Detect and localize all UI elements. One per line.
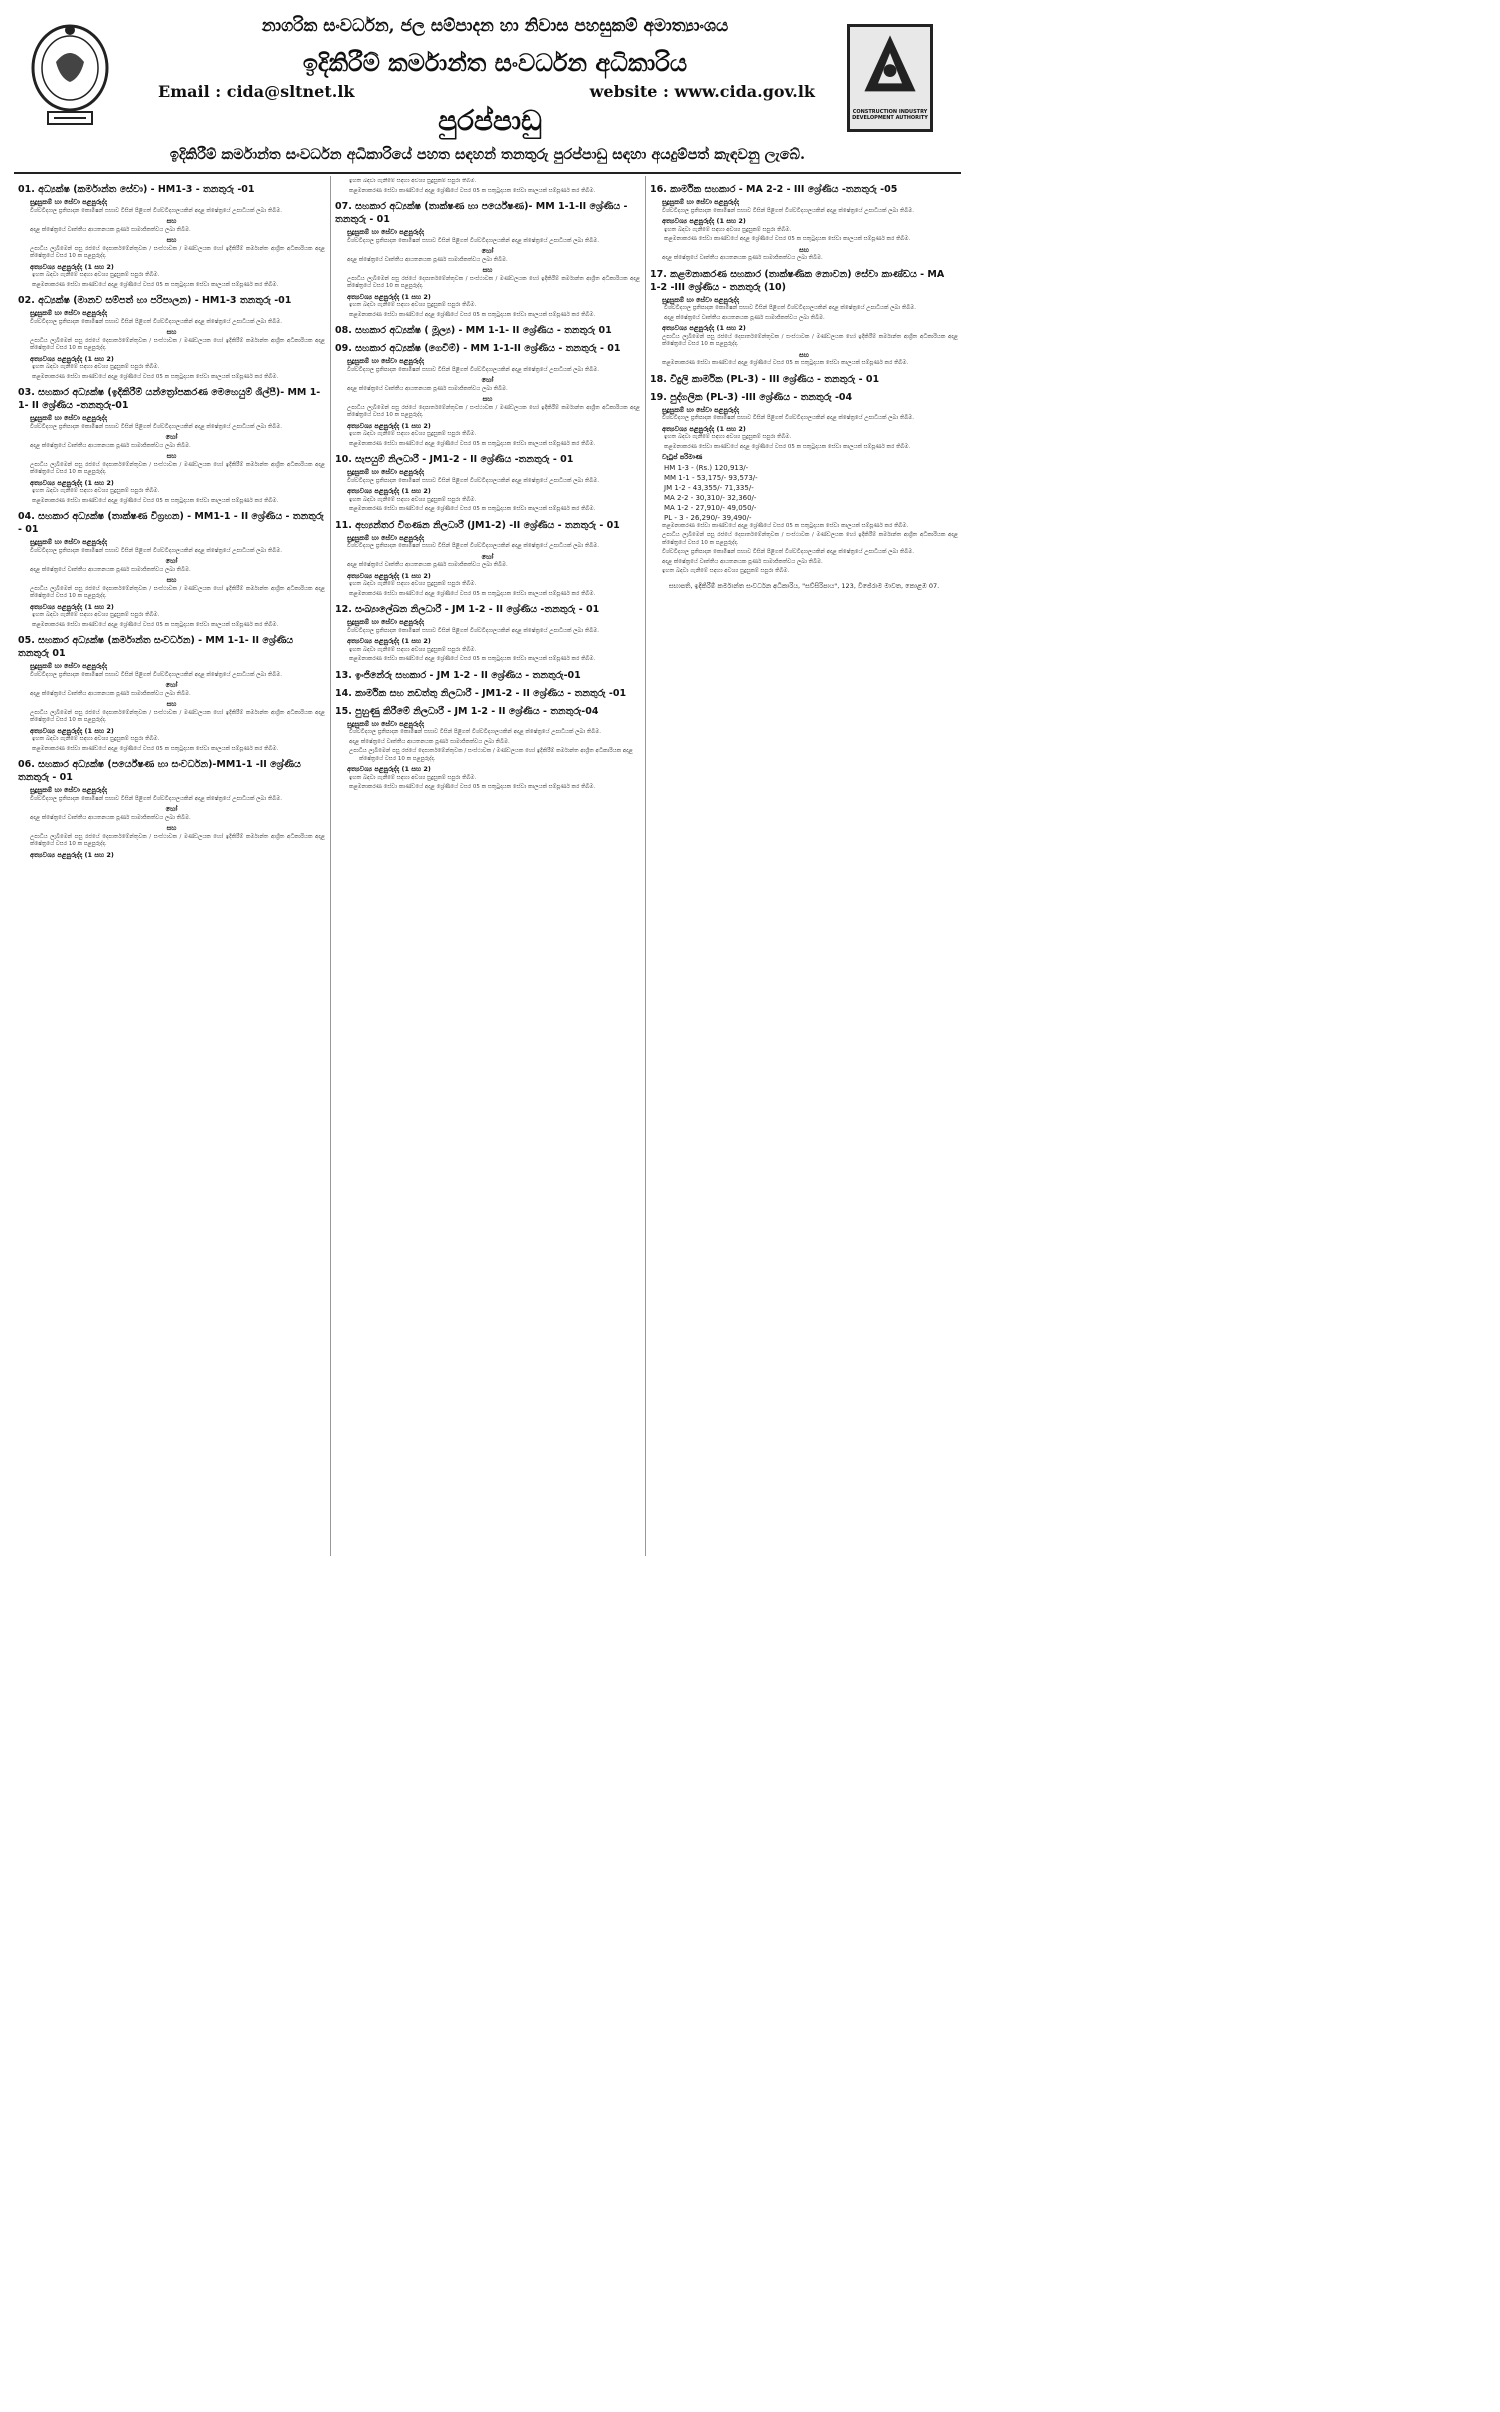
- qualification-label: සුදුසුකම් හා සේවා පළපුරුද්ද: [30, 309, 108, 317]
- list-item: විශ්වවිද්‍යාල ප්‍රතිපාදන කොමිෂන් සභාව විසින් පිළිගත් විශ්වවිද්‍යාලයකින් අදාළ ක්ෂේත්‍රයේ උපාධියක් ලබා තිබීම.: [349, 729, 602, 735]
- and-label: සහ: [799, 350, 809, 359]
- intro-text: ඉදිකිරීම් කර්මාන්ත සංවර්ධන අධිකාරියේ පහත සඳහන් තනතුරු පුරප්පාඩු සඳහා අයදුම්පත් කැඳවනු ලැබේ.: [169, 146, 806, 163]
- experience-label: අත්‍යවශ්‍ය පළපුරුද්ද (1 සහ 2): [30, 602, 114, 611]
- qualification-label: සුදුසුකම් හා සේවා පළපුරුද්ද: [347, 357, 425, 365]
- experience-label: අත්‍යවශ්‍ය පළපුරුද්ද (1 සහ 2): [347, 637, 431, 645]
- requirement-text: විශ්වවිද්‍යාල ප්‍රතිපාදන කොමිෂන් සභාව විසින් පිළිගත් විශ්වවිද්‍යාලයකින් අදාළ ක්ෂේත්‍රයේ උපාධියක් ලබා තිබීම.: [30, 207, 283, 214]
- or-label: හෝ: [481, 376, 494, 384]
- and-label: සහ: [166, 452, 177, 460]
- list-item: ඉහත බඳවා ගැනීමේ සඳහා අවශ්‍ය සුදුසුකම් සපුරා තිබීම.: [349, 431, 477, 437]
- and-label: සහ: [166, 824, 177, 832]
- post-heading: 05. සහකාර අධ්‍යක්ෂ (කර්මාන්ත සංවර්ධන) - MM 1-1- II ශ්‍රේණිය තනතුරු 01: [18, 635, 294, 659]
- salary-line: MA 2-2 - 30,310/- 32,360/-: [664, 493, 757, 502]
- sri-lanka-emblem-icon: [30, 22, 110, 132]
- post-heading: 15. පුහුණු කිරීමේ නිලධාරී - JM 1-2 - II ශ්‍රේණිය - තනතුරු-04: [335, 705, 599, 717]
- and-label: සහ: [482, 395, 493, 403]
- experience-label: අත්‍යවශ්‍ය පළපුරුද්ද (1 සහ 2): [662, 217, 746, 225]
- and-label: සහ: [166, 328, 177, 336]
- or-label: හෝ: [165, 805, 178, 813]
- list-item: කළමනාකරණ සේවා කාණ්ඩයේ අදාළ ශ්‍රේණියේ වසර 05 ක සතුටුදායක සේවා කාලයක් සම්පූර්ණ කර තිබීම.: [32, 497, 279, 504]
- list-item: ඉහත බඳවා ගැනීමේ සඳහා අවශ්‍ය සුදුසුකම් සපුරා තිබීම.: [664, 226, 792, 233]
- experience-label: අත්‍යවශ්‍ය පළපුරුද්ද (1 සහ 2): [30, 354, 114, 363]
- list-item: අදාළ ක්ෂේත්‍රයේ වෘත්තීය ආයතනයක පූර්ණ සාමාජිකත්වය ලබා තිබීම.: [349, 738, 510, 745]
- requirement-text: අදාළ ක්ෂේත්‍රයේ වෘත්තීය ආයතනයක පූර්ණ සාමාජිකත්වය ලබා තිබීම.: [347, 385, 508, 392]
- post-heading: 02. අධ්‍යක්ෂ (මානව සම්පත් හා පරිපාලන) - HM1-3 තනතුරු -01: [18, 295, 292, 306]
- list-item: කළමනාකරණ සේවා කාණ්ඩයේ අදාළ ශ්‍රේණියේ වසර 05 ක සතුටුදායක සේවා කාලයක් සම්පූර්ණ කර තිබීම.: [32, 745, 279, 752]
- requirement-text: අදාළ ක්ෂේත්‍රයේ වෘත්තීය ආයතනයක පූර්ණ සාමාජිකත්වය ලබා තිබීම.: [662, 255, 823, 261]
- list-item: ඉහත බඳවා ගැනීමේ සඳහා අවශ්‍ය සුදුසුකම් සපුරා තිබීම.: [32, 612, 160, 618]
- column-3: [650, 178, 958, 1553]
- list-item: ඉහත බඳවා ගැනීමේ සඳහා අවශ්‍ය සුදුසුකම් සපුරා තිබීම.: [32, 488, 160, 494]
- requirement-text: උපාධිය ලැබීමෙන් පසු රජයේ දෙපාර්තමේන්තුවක / සංස්ථාවක / මණ්ඩලයක හෝ ඉදිකිරීම් කර්මාන්ත ආශ්‍රිත අධිකාරියක අදාළ ක්ෂේත්‍රයේ වසර 10 ක පළපුරුද්ද.: [30, 461, 325, 475]
- and-label: සහ: [166, 236, 177, 244]
- salary-line: MA 1-2 - 27,910/- 49,050/-: [664, 503, 757, 512]
- requirement-text: කළමනාකරණ සේවා කාණ්ඩයේ අදාළ ශ්‍රේණියේ වසර 05 ක සතුටුදායක සේවා කාලයක් සම්පූර්ණ කර තිබීම.: [662, 522, 909, 529]
- post-heading: 19. පුද්ගලික (PL-3) -III ශ්‍රේණිය - තනතුරු -04: [650, 391, 853, 403]
- experience-label: අත්‍යවශ්‍ය පළපුරුද්ද (1 සහ 2): [347, 765, 431, 773]
- requirement-text: විශ්වවිද්‍යාල ප්‍රතිපාදන කොමිෂන් සභාව විසින් පිළිගත් විශ්වවිද්‍යාලයකින් අදාළ ක්ෂේත්‍රයේ උපාධියක් ලබා තිබීම.: [347, 366, 600, 373]
- or-label: හෝ: [165, 681, 178, 689]
- requirement-text: උපාධිය ලැබීමෙන් පසු රජයේ දෙපාර්තමේන්තුවක / සංස්ථාවක / මණ්ඩලයක හෝ ඉදිකිරීම් කර්මාන්ත ආශ්‍රිත අධිකාරියක අදාළ ක්ෂේත්‍රයේ වසර 10 ක පළපුරුද්ද.: [30, 337, 325, 351]
- list-item: කළමනාකරණ සේවා කාණ්ඩයේ අදාළ ශ්‍රේණියේ වසර 05 ක සතුටුදායක සේවා කාලයක් සම්පූර්ණ කර තිබීම.: [349, 656, 596, 662]
- post-heading: 08. සහකාර අධ්‍යක්ෂ ( මූල්‍ය) - MM 1-1- II ශ්‍රේණිය - තනතුරු 01: [335, 325, 612, 336]
- list-item: කළමනාකරණ සේවා කාණ්ඩයේ අදාළ ශ්‍රේණියේ වසර 05 ක සතුටුදායක සේවා කාලයක් සම්පූර්ණ කර තිබීම.: [32, 621, 279, 628]
- and-label: සහ: [166, 576, 177, 584]
- requirement-text: උපාධිය ලැබීමෙන් පසු රජයේ දෙපාර්තමේන්තුවක / සංස්ථාවක / මණ්ඩලයක හෝ ඉදිකිරීම් කර්මාන්ත ආශ්‍රිත අධිකාරියක අදාළ ක්ෂේත්‍රයේ වසර 10 ක පළපුරුද්ද.: [662, 333, 958, 347]
- requirement-text: උපාධිය ලැබීමෙන් පසු රජයේ දෙපාර්තමේන්තුවක / සංස්ථාවක / මණ්ඩලයක හෝ ඉදිකිරීම් කර්මාන්ත ආශ්‍රිත අධිකාරියක අදාළ ක්ෂේත්‍රයේ වසර 10 ක පළපුරුද්ද.: [662, 532, 958, 546]
- requirement-text: අදාළ ක්ෂේත්‍රයේ වෘත්තීය ආයතනයක පූර්ණ සාමාජිකත්වය ලබා තිබීම.: [662, 558, 823, 565]
- qualification-label: සුදුසුකම් හා සේවා පළපුරුද්ද: [662, 198, 740, 206]
- post-heading: 13. ඉංජිනේරු සහකාර - JM 1-2 - II ශ්‍රේණිය - තනතුරු-01: [335, 669, 581, 681]
- authority-name: ඉදිකිරීම් කර්මාන්ත සංවර්ධන අධිකාරිය: [302, 48, 688, 77]
- list-item: ඉහත බඳවා ගැනීමේ සඳහා අවශ්‍ය සුදුසුකම් සපුරා තිබීම.: [349, 302, 477, 308]
- qualification-label: සුදුසුකම් හා සේවා පළපුරුද්ද: [347, 468, 425, 476]
- post-heading: 16. කාර්මික සහකාර - MA 2-2 - III ශ්‍රේණිය -තනතුරු -05: [650, 184, 898, 195]
- experience-label: අත්‍යවශ්‍ය පළපුරුද්ද (1 සහ 2): [662, 424, 746, 433]
- requirement-text: විශ්වවිද්‍යාල ප්‍රතිපාදන කොමිෂන් සභාව විසින් පිළිගත් විශ්වවිද්‍යාලයකින් අදාළ ක්ෂේත්‍රයේ උපාධියක් ලබා තිබීම.: [662, 207, 915, 214]
- post-heading: 14. කාර්මික සහ නඩත්තු නිලධාරී - JM1-2 - II ශ්‍රේණිය - තනතුරු -01: [335, 687, 627, 699]
- post-heading: 01. අධ්‍යක්ෂ (කර්මාන්ත සේවා) - HM1-3 - තනතුරු -01: [18, 184, 255, 195]
- requirement-text: උපාධිය ලැබීමෙන් පසු රජයේ දෙපාර්තමේන්තුවක / සංස්ථාවක / මණ්ඩලයක හෝ ඉදිකිරීම් කර්මාන්ත ආශ්‍රිත අධිකාරියක අදාළ ක්ෂේත්‍රයේ වසර 10 ක පළපුරුද්ද.: [30, 709, 325, 723]
- requirement-text: උපාධිය ලැබීමෙන් පසු රජයේ දෙපාර්තමේන්තුවක / සංස්ථාවක / මණ්ඩලයක හෝ ඉදිකිරීම් කර්මාන්ත ආශ්‍රිත අධිකාරියක අදාළ ක්ෂේත්‍රයේ වසර 10 ක පළපුරුද්ද.: [347, 404, 640, 418]
- requirement-text: විශ්වවිද්‍යාල ප්‍රතිපාදන කොමිෂන් සභාව විසින් පිළිගත් විශ්වවිද්‍යාලයකින් අදාළ ක්ෂේත්‍රයේ උපාධියක් ලබා තිබීම.: [347, 477, 600, 484]
- salary-line: MM 1-1 - 53,175/- 93,573/-: [664, 473, 758, 482]
- experience-label: අත්‍යවශ්‍ය පළපුරුද්ද (1 සහ 2): [347, 487, 431, 495]
- list-item: කළමනාකරණ සේවා කාණ්ඩයේ අදාළ ශ්‍රේණියේ වසර 05 ක සතුටුදායක සේවා කාලයක් සම්පූර්ණ කර තිබීම.: [349, 784, 596, 790]
- list-item: ඉහත බඳවා ගැනීමේ සඳහා අවශ්‍ය සුදුසුකම් සපුරා තිබීම.: [32, 272, 160, 278]
- requirement-text: විශ්වවිද්‍යාල ප්‍රතිපාදන කොමිෂන් සභාව විසින් පිළිගත් විශ්වවිද්‍යාලයකින් අදාළ ක්ෂේත්‍රයේ උපාධියක් ලබා තිබීම.: [662, 415, 915, 421]
- requirement-text: විශ්වවිද්‍යාල ප්‍රතිපාදන කොමිෂන් සභාව විසින් පිළිගත් විශ්වවිද්‍යාලයකින් අදාළ ක්ෂේත්‍රයේ උපාධියක් ලබා තිබීම.: [662, 549, 915, 555]
- list-item: කළමනාකරණ සේවා කාණ්ඩයේ අදාළ ශ්‍රේණියේ වසර 05 ක සතුටුදායක සේවා කාලයක් සම්පූර්ණ කර තිබීම.: [664, 236, 911, 242]
- requirement-text: කළමනාකරණ සේවා කාණ්ඩයේ අදාළ ශ්‍රේණියේ වසර 05 ක සතුටුදායක සේවා කාලයක් සම්පූර්ණ කර තිබීම.: [662, 360, 909, 366]
- experience-label: අත්‍යවශ්‍ය පළපුරුද්ද (1 සහ 2): [30, 262, 114, 271]
- list-item: කළමනාකරණ සේවා කාණ්ඩයේ අදාළ ශ්‍රේණියේ වසර 05 ක සතුටුදායක සේවා කාලයක් සම්පූර්ණ කර තිබීම.: [32, 281, 279, 288]
- salary-line: JM 1-2 - 43,355/- 71,335/-: [664, 483, 754, 492]
- list-item: උපාධිය ලැබීමෙන් පසු රජයේ දෙපාර්තමේන්තුවක / සංස්ථාවක / මණ්ඩලයක හෝ ඉදිකිරීම් කර්මාන්ත ආශ්‍රිත අධිකාරියක අදාළ ක්ෂේත්‍රයේ වසර 10 ක පළපුරුද්ද.: [349, 748, 633, 762]
- website-text: website : www.cida.gov.lk: [589, 82, 815, 101]
- requirement-text: විශ්වවිද්‍යාල ප්‍රතිපාදන කොමිෂන් සභාව විසින් පිළිගත් විශ්වවිද්‍යාලයකින් අදාළ ක්ෂේත්‍රයේ උපාධියක් ලබා තිබීම.: [347, 543, 600, 549]
- experience-label: අත්‍යවශ්‍ය පළපුරුද්ද (1 සහ 2): [347, 421, 431, 430]
- requirement-text: අදාළ ක්ෂේත්‍රයේ වෘත්තීය ආයතනයක පූර්ණ සාමාජිකත්වය ලබා තිබීම.: [30, 814, 191, 821]
- ministry-name: නාගරික සංවර්ධන, ජල සම්පාදන හා නිවාස පහසුකම් අමාත්‍යාංශය: [261, 16, 729, 36]
- post-heading: 10. සැපයුම් නිලධාරී - JM1-2 - II ශ්‍රේණිය -තනතුරු - 01: [335, 454, 574, 465]
- or-label: හෝ: [165, 433, 178, 441]
- requirement-text: විශ්වවිද්‍යාල ප්‍රතිපාදන කොමිෂන් සභාව විසින් පිළිගත් විශ්වවිද්‍යාලයකින් අදාළ ක්ෂේත්‍රයේ උපාධියක් ලබා තිබීම.: [30, 318, 283, 325]
- salary-line: HM 1-3 - (Rs.) 120,913/-: [664, 463, 749, 472]
- requirement-text: අදාළ ක්ෂේත්‍රයේ වෘත්තීය ආයතනයක පූර්ණ සාමාජිකත්වය ලබා තිබීම.: [30, 690, 191, 697]
- salary-heading: වැටුප් පරිමාණ: [662, 453, 703, 461]
- column-divider: [645, 176, 646, 1556]
- list-item: අදාළ ක්ෂේත්‍රයේ වෘත්තීය ආයතනයක පූර්ණ සාමාජිකත්වය ලබා තිබීම.: [664, 314, 825, 321]
- and-label: සහ: [166, 700, 177, 708]
- column-2: [335, 178, 640, 1553]
- post-heading: 03. සහකාර අධ්‍යක්ෂ (ඉදිකිරීම් යන්ත්‍රෝපකරණ මෙහෙයුම් ශිල්පී)- MM 1-1- II ශ්‍රේණිය -තනතුරු-01: [18, 387, 321, 411]
- qualification-label: සුදුසුකම් හා සේවා පළපුරුද්ද: [347, 618, 425, 626]
- and-label: සහ: [166, 217, 177, 225]
- or-label: හෝ: [165, 557, 178, 565]
- list-item: කළමනාකරණ සේවා කාණ්ඩයේ අදාළ ශ්‍රේණියේ වසර 05 ක සතුටුදායක සේවා කාලයක් සම්පූර්ණ කර තිබීම.: [349, 187, 596, 194]
- logo-text: CONSTRUCTION INDUSTRY DEVELOPMENT AUTHORITY: [852, 109, 928, 121]
- list-item: විශ්වවිද්‍යාල ප්‍රතිපාදන කොමිෂන් සභාව විසින් පිළිගත් විශ්වවිද්‍යාලයකින් අදාළ ක්ෂේත්‍රයේ උපාධියක් ලබා තිබීම.: [664, 305, 917, 311]
- requirement-text: උපාධිය ලැබීමෙන් පසු රජයේ දෙපාර්තමේන්තුවක / සංස්ථාවක / මණ්ඩලයක හෝ ඉදිකිරීම් කර්මාන්ත ආශ්‍රිත අධිකාරියක අදාළ ක්ෂේත්‍රයේ වසර 10 ක පළපුරුද්ද.: [30, 245, 325, 259]
- list-item: කළමනාකරණ සේවා කාණ්ඩයේ අදාළ ශ්‍රේණියේ වසර 05 ක සතුටුදායක සේවා කාලයක් සම්පූර්ණ කර තිබීම.: [349, 311, 596, 318]
- column-1: [18, 178, 325, 1553]
- qualification-label: සුදුසුකම් හා සේවා පළපුරුද්ද: [30, 538, 108, 546]
- requirement-text: අදාළ ක්ෂේත්‍රයේ වෘත්තීය ආයතනයක පූර්ණ සාමාජිකත්වය ලබා තිබීම.: [347, 562, 508, 568]
- list-item: කළමනාකරණ සේවා කාණ්ඩයේ අදාළ ශ්‍රේණියේ වසර 05 ක සතුටුදායක සේවා කාලයක් සම්පූර්ණ කර තිබීම.: [349, 590, 596, 597]
- qualification-label: සුදුසුකම් හා සේවා පළපුරුද්ද: [347, 719, 425, 728]
- list-item: ඉහත බඳවා ගැනීමේ සඳහා අවශ්‍ය සුදුසුකම් සපුරා තිබීම.: [349, 496, 477, 503]
- list-item: කළමනාකරණ සේවා කාණ්ඩයේ අදාළ ශ්‍රේණියේ වසර 05 ක සතුටුදායක සේවා කාලයක් සම්පූර්ණ කර තිබීම.: [664, 443, 911, 450]
- post-heading: 07. සහකාර අධ්‍යක්ෂ (තාක්ෂණ හා පර්යේෂණ)- MM 1-1-II ශ්‍රේණිය - තනතුරු - 01: [335, 201, 628, 225]
- header-divider: [14, 172, 961, 174]
- experience-label: අත්‍යවශ්‍ය පළපුරුද්ද (1 සහ 2): [30, 850, 114, 859]
- qualification-label: සුදුසුකම් හා සේවා පළපුරුද්ද: [662, 295, 740, 304]
- post-heading: 09. සහකාර අධ්‍යක්ෂ (ගෙවීම්) - MM 1-1-II ශ්‍රේණිය - තනතුරු - 01: [335, 343, 621, 354]
- salary-line: PL - 3 - 26,290/- 39,490/-: [664, 513, 752, 522]
- and-label: සහ: [799, 245, 809, 254]
- post-heading: 12. සංඛ්‍යාලේඛන නිලධාරී - JM 1-2 - II ශ්‍රේණිය -තනතුරු - 01: [335, 604, 600, 615]
- requirement-text: විශ්වවිද්‍යාල ප්‍රතිපාදන කොමිෂන් සභාව විසින් පිළිගත් විශ්වවිද්‍යාලයකින් අදාළ ක්ෂේත්‍රයේ උපාධියක් ලබා තිබීම.: [30, 795, 283, 802]
- qualification-label: සුදුසුකම් හා සේවා පළපුරුද්ද: [30, 786, 108, 794]
- experience-label: අත්‍යවශ්‍ය පළපුරුද්ද (1 සහ 2): [347, 571, 431, 580]
- experience-label: අත්‍යවශ්‍ය පළපුරුද්ද (1 සහ 2): [662, 324, 746, 332]
- list-item: ඉහත බඳවා ගැනීමේ සඳහා අවශ්‍ය සුදුසුකම් සපුරා තිබීම.: [349, 646, 477, 653]
- requirement-text: අදාළ ක්ෂේත්‍රයේ වෘත්තීය ආයතනයක පූර්ණ සාමාජිකත්වය ලබා තිබීම.: [30, 442, 191, 449]
- requirement-text: ඉහත බඳවා ගැනීමේ සඳහා අවශ්‍ය සුදුසුකම් සපුරා තිබීම.: [662, 568, 790, 574]
- header: [0, 0, 975, 172]
- signature-block: සභාපති, ඉදිකිරීම් කර්මාන්ත සංවර්ධන අධිකාරිය, "සව්සිරිපාය", 123, විජේරාම මාවත, කොළඹ 07.: [668, 581, 940, 590]
- requirement-text: විශ්වවිද්‍යාල ප්‍රතිපාදන කොමිෂන් සභාව විසින් පිළිගත් විශ්වවිද්‍යාලයකින් අදාළ ක්ෂේත්‍රයේ උපාධියක් ලබා තිබීම.: [30, 671, 283, 678]
- email-text: Email : cida@sltnet.lk: [158, 82, 355, 101]
- qualification-label: සුදුසුකම් හා සේවා පළපුරුද්ද: [30, 662, 108, 670]
- list-item: ඉහත බඳවා ගැනීමේ සඳහා අවශ්‍ය සුදුසුකම් සපුරා තිබීම.: [32, 364, 160, 370]
- and-label: සහ: [482, 266, 493, 274]
- requirement-text: විශ්වවිද්‍යාල ප්‍රතිපාදන කොමිෂන් සභාව විසින් පිළිගත් විශ්වවිද්‍යාලයකින් අදාළ ක්ෂේත්‍රයේ උපාධියක් ලබා තිබීම.: [30, 423, 283, 430]
- list-item: කළමනාකරණ සේවා කාණ්ඩයේ අදාළ ශ්‍රේණියේ වසර 05 ක සතුටුදායක සේවා කාලයක් සම්පූර්ණ කර තිබීම.: [32, 373, 279, 380]
- post-heading: 06. සහකාර අධ්‍යක්ෂ (පර්යේෂණ හා සංවර්ධන)-MM1-1 -II ශ්‍රේණිය තනතුරු - 01: [18, 759, 301, 783]
- post-heading: 17. කළමනාකරණ සහකාර (තාක්ෂණික නොවන) සේවා කාණ්ඩය - MA 1-2 -III ශ්‍රේණිය - තනතුරු (10): [650, 268, 945, 293]
- post-heading: 18. විදුලි කාර්මික (PL-3) - III ශ්‍රේණිය - තනතුරු - 01: [650, 373, 880, 385]
- qualification-label: සුදුසුකම් හා සේවා පළපුරුද්ද: [347, 228, 425, 236]
- requirement-text: අදාළ ක්ෂේත්‍රයේ වෘත්තීය ආයතනයක පූර්ණ සාමාජිකත්වය ලබා තිබීම.: [30, 226, 191, 233]
- list-item: ඉහත බඳවා ගැනීමේ සඳහා අවශ්‍ය සුදුසුකම් සපුරා තිබීම.: [32, 736, 160, 742]
- experience-label: අත්‍යවශ්‍ය පළපුරුද්ද (1 සහ 2): [30, 478, 114, 487]
- list-item: ඉහත බඳවා ගැනීමේ සඳහා අවශ්‍ය සුදුසුකම් සපුරා තිබීම.: [349, 581, 477, 587]
- page-title: පුරප්පාඩු: [438, 104, 542, 137]
- list-item: ඉහත බඳවා ගැනීමේ සඳහා අවශ්‍ය සුදුසුකම් සපුරා තිබීම.: [349, 178, 477, 184]
- cida-logo-icon: [847, 24, 933, 132]
- post-heading: 04. සහකාර අධ්‍යක්ෂ (තාක්ෂණ විග්‍රහන) - MM1-1 - II ශ්‍රේණිය - තනතුරු - 01: [18, 511, 324, 535]
- experience-label: අත්‍යවශ්‍ය පළපුරුද්ද (1 සහ 2): [30, 726, 114, 735]
- or-label: හෝ: [481, 247, 494, 255]
- qualification-label: සුදුසුකම් හා සේවා පළපුරුද්ද: [347, 533, 425, 542]
- requirement-text: උපාධිය ලැබීමෙන් පසු රජයේ දෙපාර්තමේන්තුවක / සංස්ථාවක / මණ්ඩලයක හෝ ඉදිකිරීම් කර්මාන්ත ආශ්‍රිත අධිකාරියක අදාළ ක්ෂේත්‍රයේ වසර 10 ක පළපුරුද්ද.: [30, 833, 325, 847]
- requirement-text: අදාළ ක්ෂේත්‍රයේ වෘත්තීය ආයතනයක පූර්ණ සාමාජිකත්වය ලබා තිබීම.: [30, 566, 191, 573]
- requirement-text: විශ්වවිද්‍යාල ප්‍රතිපාදන කොමිෂන් සභාව විසින් පිළිගත් විශ්වවිද්‍යාලයකින් අදාළ ක්ෂේත්‍රයේ උපාධියක් ලබා තිබීම.: [347, 237, 600, 244]
- list-item: කළමනාකරණ සේවා කාණ්ඩයේ අදාළ ශ්‍රේණියේ වසර 05 ක සතුටුදායක සේවා කාලයක් සම්පූර්ණ කර තිබීම.: [349, 506, 596, 512]
- qualification-label: සුදුසුකම් හා සේවා පළපුරුද්ද: [30, 198, 108, 206]
- or-label: හෝ: [481, 552, 494, 561]
- requirement-text: විශ්වවිද්‍යාල ප්‍රතිපාදන කොමිෂන් සභාව විසින් පිළිගත් විශ්වවිද්‍යාලයකින් අදාළ ක්ෂේත්‍රයේ උපාධියක් ලබා තිබීම.: [347, 627, 600, 634]
- list-item: ඉහත බඳවා ගැනීමේ සඳහා අවශ්‍ය සුදුසුකම් සපුරා තිබීම.: [664, 434, 792, 440]
- list-item: කළමනාකරණ සේවා කාණ්ඩයේ අදාළ ශ්‍රේණියේ වසර 05 ක සතුටුදායක සේවා කාලයක් සම්පූර්ණ කර තිබීම.: [349, 440, 596, 447]
- list-item: ඉහත බඳවා ගැනීමේ සඳහා අවශ්‍ය සුදුසුකම් සපුරා තිබීම.: [349, 774, 477, 781]
- qualification-label: සුදුසුකම් හා සේවා පළපුරුද්ද: [662, 405, 740, 414]
- qualification-label: සුදුසුකම් හා සේවා පළපුරුද්ද: [30, 414, 108, 422]
- requirement-text: උපාධිය ලැබීමෙන් පසු රජයේ දෙපාර්තමේන්තුවක / සංස්ථාවක / මණ්ඩලයක හෝ ඉදිකිරීම් කර්මාන්ත ආශ්‍රිත අධිකාරියක අදාළ ක්ෂේත්‍රයේ වසර 10 ක පළපුරුද්ද.: [30, 585, 325, 599]
- requirement-text: උපාධිය ලැබීමෙන් පසු රජයේ දෙපාර්තමේන්තුවක / සංස්ථාවක / මණ්ඩලයක හෝ ඉදිකිරීම් කර්මාන්ත ආශ්‍රිත අධිකාරියක අදාළ ක්ෂේත්‍රයේ වසර 10 ක පළපුරුද්ද.: [347, 275, 640, 289]
- requirement-text: විශ්වවිද්‍යාල ප්‍රතිපාදන කොමිෂන් සභාව විසින් පිළිගත් විශ්වවිද්‍යාලයකින් අදාළ ක්ෂේත්‍රයේ උපාධියක් ලබා තිබීම.: [30, 547, 283, 554]
- experience-label: අත්‍යවශ්‍ය පළපුරුද්ද (1 සහ 2): [347, 292, 431, 301]
- column-divider: [330, 176, 331, 1556]
- post-heading: 11. අභ්‍යන්තර විගණන නිලධාරී (JM1-2) -II ශ්‍රේණිය - තනතුරු - 01: [335, 519, 620, 531]
- requirement-text: අදාළ ක්ෂේත්‍රයේ වෘත්තීය ආයතනයක පූර්ණ සාමාජිකත්වය ලබා තිබීම.: [347, 256, 508, 263]
